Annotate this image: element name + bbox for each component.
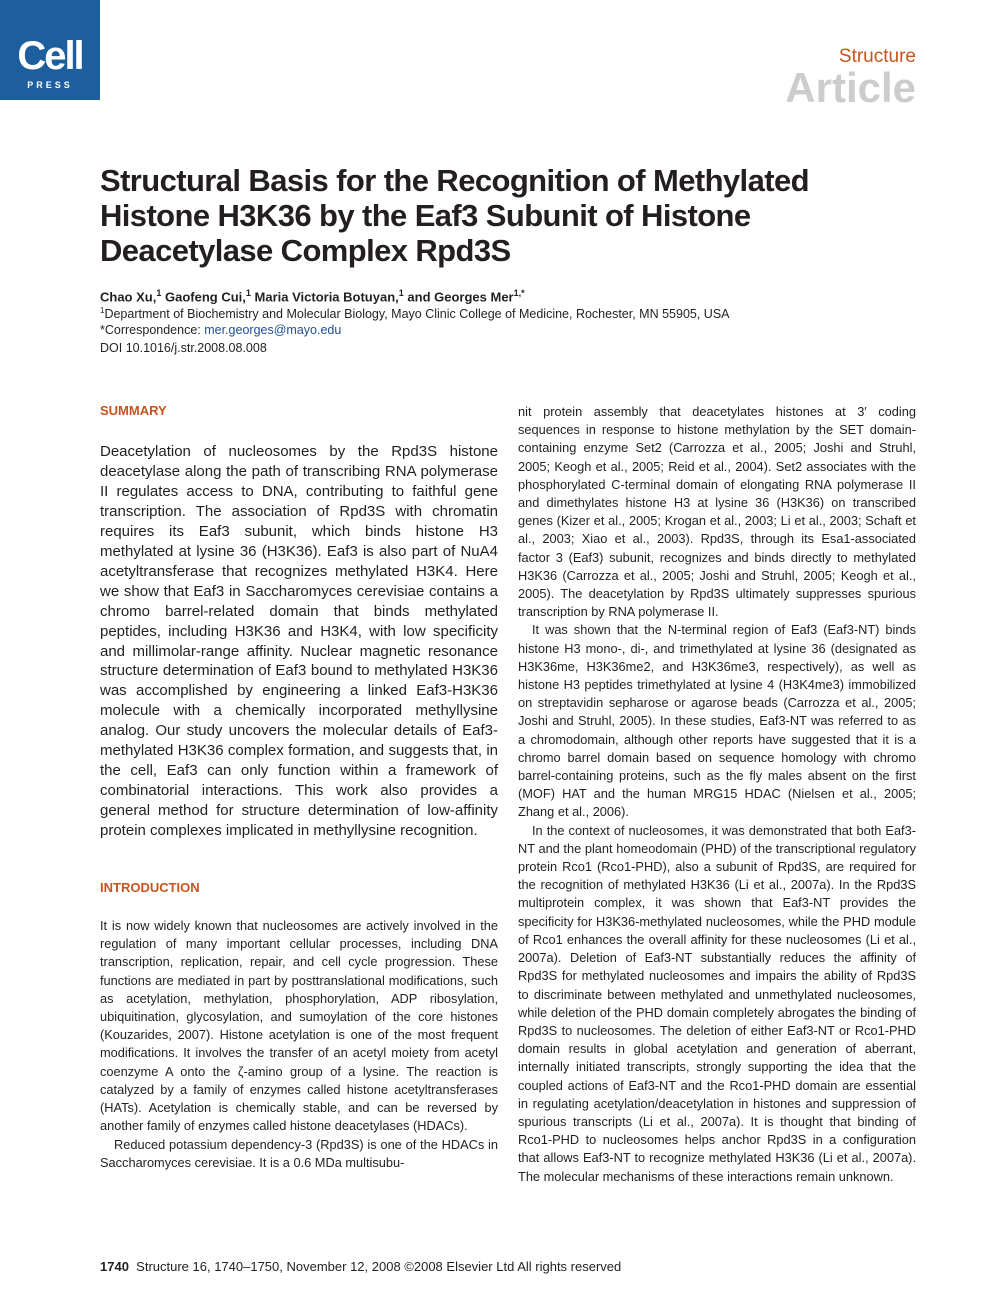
article-title: Structural Basis for the Recognition of Methylated Histone H3K36 by the Eaf3 Subunit of Histone Deacetylase Complex Rpd3S — [100, 163, 809, 268]
introduction-heading: INTRODUCTION — [100, 880, 200, 896]
author-affiliation-mark: 1,* — [513, 288, 525, 298]
page-footer — [100, 1259, 621, 1274]
intro-paragraph-1: It is now widely known that nucleosomes are actively involved in the regulation of many important cellular processes, including DNA transcription, replication, repair, and cell cycle progression. These functions are mediated in part by posttranslational modifications, such as acetylation, methylation, phosphorylation, ADP ribosylation, ubiquitination, glycosylation, and sumoylation of the core histones (Kouzarides, 2007). Histone acetylation is one of the most frequent modifications. It involves the transfer of an acetyl moiety from acetyl coenzyme A onto the ζ-amino group of a lysine. The reaction is catalyzed by a family of enzymes called histone acetyltransferases (HATs). Acetylation is chemically stable, and can be reversed by another family of enzymes called histone deacetylases (HDACs). — [100, 918, 498, 1134]
logo-press-text: PRESS — [27, 80, 73, 90]
article-type: Article — [785, 64, 916, 111]
right-column — [518, 403, 916, 1186]
intro-paragraph-4: In the context of nucleosomes, it was demonstrated that both Eaf3-NT and the plant homeodomain (PHD) of the transcriptional regulatory protein Rco1 (Rco1-PHD), also a subunit of Rpd3S, are required for the recognition of methylated H3K36 (Li et al., 2007a). In the Rpd3S multiprotein complex, it was shown that Eaf3-NT provides the specificity for H3K36-methylated nucleosomes, while the PHD module of Rco1 enhances the overall affinity for these nucleosomes (Li et al., 2007a). Deletion of Eaf3-NT substantially reduces the affinity of Rpd3S for methylated nucleosomes and impairs the ability of Rpd3S to discriminate between methylated and unmethylated nucleosomes, while deletion of the PHD domain completely abrogates the binding of Rpd3S to nucleosomes. The deletion of either Eaf3-NT or Rco1-PHD domain results in global acetylation and generation of aberrant, internally initiated transcripts, strongly supporting the idea that the coupled actions of Eaf3-NT and the Rco1-PHD domain are essential in regulating acetylation/deacetylation in histones and suppression of spurious transcripts (Li et al., 2007a). It is thought that binding of Rco1-PHD to nucleosomes helps anchor Rpd3S in a configuration that allows Eaf3-NT to recognize methylated H3K36 (Li et al., 2007a). The molecular mechanisms of these interactions remain unknown. — [518, 822, 916, 1184]
affiliation — [100, 306, 730, 321]
intro-paragraph-2: Reduced potassium dependency-3 (Rpd3S) is one of the HDACs in Saccharomyces cerevisiae. It is a 0.6 MDa multisubu- — [100, 1136, 498, 1170]
author-name: Gaofeng Cui, — [164, 289, 246, 305]
doi: DOI 10.1016/j.str.2008.08.008 — [100, 341, 267, 355]
affiliation-text: Department of Biochemistry and Molecular Biology, Mayo Clinic College of Medicine, Rochester, MN 55905, USA — [104, 307, 730, 322]
journal-name: Structure — [838, 46, 916, 67]
author-affiliation-mark: 1 — [245, 288, 251, 298]
summary-heading: SUMMARY — [100, 403, 167, 418]
author-name: and Georges Mer — [407, 289, 514, 305]
cell-press-logo — [0, 0, 100, 100]
page-number: 1740 — [100, 1259, 129, 1274]
intro-paragraph-3: It was shown that the N-terminal region of Eaf3 (Eaf3-NT) binds histone H3 mono-, di-, and trimethylated at lysine 36 (designated as H3K36me, H3K36me2, and H3K36me3, respectively), as well as histone H3 peptides trimethylated at lysine 4 (H3K4me3) immobilized on streptavidin sepharose or agarose beads (Carrozza et al., 2005; Joshi and Struhl, 2005). In these studies, Eaf3-NT was referred to as a chromodomain, although other reports have suggested that it is a chromo barrel domain based on sequence homology with chromo barrel-containing proteins, such as the fly males absent on the first (MOF) HAT and the human MRG15 HDAC (Nielsen et al., 2005; Zhang et al., 2006). — [518, 622, 916, 820]
author-name: Chao Xu, — [100, 289, 157, 305]
correspondence-email-link[interactable]: mer.georges@mayo.edu — [204, 323, 342, 337]
author-affiliation-mark: 1 — [398, 288, 404, 298]
correspondence-label: *Correspondence: — [100, 323, 205, 337]
logo-cell-text: Cell — [17, 34, 83, 78]
author-affiliation-mark: 1 — [156, 288, 162, 298]
summary-text: Deacetylation of nucleosomes by the Rpd3S histone deacetylase along the path of transcribing RNA polymerase II regulates access to DNA, contributing to faithful gene transcription. The association of Rpd3S with chromatin requires its Eaf3 subunit, which binds histone H3 methylated at lysine 36 (H3K36). Eaf3 is also part of NuA4 acetyltransferase that recognizes methylated H3K4. Here we show that Eaf3 in Saccharomyces cerevisiae contains a chromo barrel-related domain that binds methylated peptides, including H3K36 and H3K4, with low specificity and millimolar-range affinity. Nuclear magnetic resonance structure determination of Eaf3 bound to methylated H3K36 was accomplished by engineering a linked Eaf3-H3K36 molecule with a chemically incorporated methyllysine analog. Our study uncovers the molecular details of Eaf3-methylated H3K36 complex formation, and suggests that, in the cell, Eaf3 can only function within a framework of combinatorial interactions. This work also provides a general method for structure determination of low-affinity protein complexes implicated in methyllysine recognition. — [100, 443, 498, 840]
intro-paragraph-2-continued: nit protein assembly that deacetylates histones at 3′ coding sequences in response to histone methylation by the SET domain-containing enzyme Set2 (Carrozza et al., 2005; Joshi and Struhl, 2005; Keogh et al., 2005; Reid et al., 2004). Set2 associates with the phosphorylated C-terminal domain of elongating RNA polymerase II and dimethylates histone H3 at lysine 36 (H3K36) on transcribed genes (Kizer et al., 2005; Krogan et al., 2003; Li et al., 2003; Schaft et al., 2003; Xiao et al., 2003). Rpd3S, through its Esa1-associated factor 3 (Eaf3) subunit, recognizes and binds directly to methylated H3K36 (Carrozza et al., 2005; Joshi and Struhl, 2005; Keogh et al., 2005). The deacetylation by Rpd3S ultimately suppresses spurious transcription by RNA polymerase II. — [518, 404, 916, 620]
left-column — [100, 403, 498, 1172]
correspondence — [100, 323, 341, 337]
footer-citation: Structure 16, 1740–1750, November 12, 2008 ©2008 Elsevier Ltd All rights reserved — [136, 1259, 622, 1274]
author-list — [100, 288, 525, 304]
affiliation-mark: 1 — [100, 306, 105, 315]
author-name: Maria Victoria Botuyan, — [254, 289, 399, 305]
